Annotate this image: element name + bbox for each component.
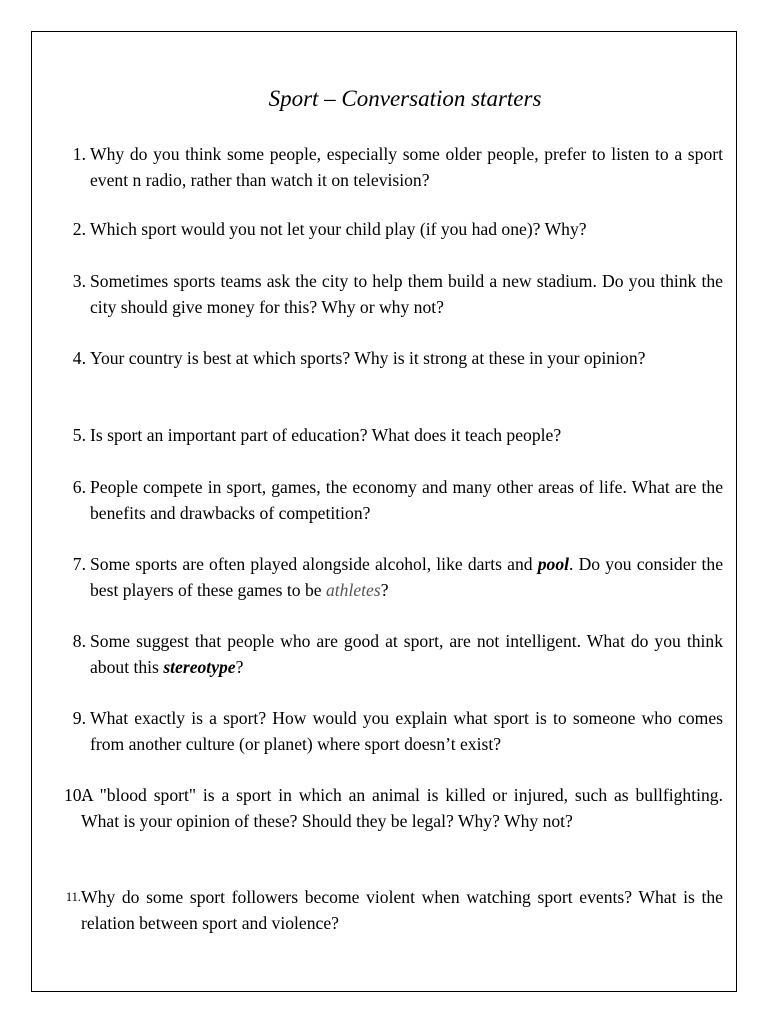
question-number: 10. [64, 785, 86, 805]
question-4 [56, 345, 723, 371]
highlighted-term: athletes [325, 580, 381, 600]
question-text: People compete in sport, games, the economy and many other areas of life. What are the benefits and drawbacks of competition? [90, 477, 723, 523]
question-text-part: ? [235, 657, 244, 677]
question-text-part: ? [380, 580, 389, 600]
question-text: Which sport would you not let your child play (if you had one)? Why? [90, 219, 587, 239]
question-2 [56, 216, 723, 242]
question-text: Why do you think some people, especially some older people, prefer to listen to a sport event n radio, rather than watch it on television? [90, 144, 723, 190]
question-5 [56, 422, 723, 448]
question-text-part: Some sports are often played alongside alcohol, like darts and [90, 554, 538, 574]
question-11 [56, 884, 723, 936]
question-text: Is sport an important part of education? What does it teach people? [90, 425, 562, 445]
question-number: 5. [72, 425, 86, 445]
question-number: 11. [65, 890, 81, 904]
question-10 [56, 782, 723, 834]
document-title: Sport – Conversation starters [268, 86, 542, 111]
question-number: 3. [72, 271, 86, 291]
question-text [90, 628, 723, 680]
emphasized-term: stereotype [163, 657, 236, 677]
question-6 [56, 474, 723, 526]
question-7 [56, 551, 723, 603]
question-text [90, 551, 723, 603]
question-text: Sometimes sports teams ask the city to help them build a new stadium. Do you think the city should give money for this? Why or why not? [90, 271, 723, 317]
question-number: 7. [72, 554, 86, 574]
question-number: 6. [72, 477, 86, 497]
question-text-part: Some suggest that people who are good at sport, are not intelligent. What do you think about this [90, 631, 723, 677]
question-1 [56, 141, 723, 193]
question-text-part: . Do you consider the best players of these games to be [90, 554, 724, 600]
question-number: 1. [72, 144, 86, 164]
emphasized-term: pool [537, 554, 570, 574]
question-text: What exactly is a sport? How would you explain what sport is to someone who comes from another culture (or planet) where sport doesn’t exist? [90, 708, 723, 754]
question-8 [56, 628, 723, 680]
question-number: 4. [72, 348, 86, 368]
question-text: Why do some sport followers become violent when watching sport events? What is the relation between sport and violence? [81, 887, 723, 933]
question-number: 8. [72, 631, 86, 651]
question-number: 2. [72, 219, 86, 239]
question-9 [56, 705, 723, 757]
question-3 [56, 268, 723, 320]
question-number: 9. [72, 708, 86, 728]
question-text: A "blood sport" is a sport in which an animal is killed or injured, such as bullfighting. What is your opinion of these? Should they be legal? Why? Why not? [81, 785, 723, 831]
question-text: Your country is best at which sports? Why is it strong at these in your opinion? [90, 348, 646, 368]
